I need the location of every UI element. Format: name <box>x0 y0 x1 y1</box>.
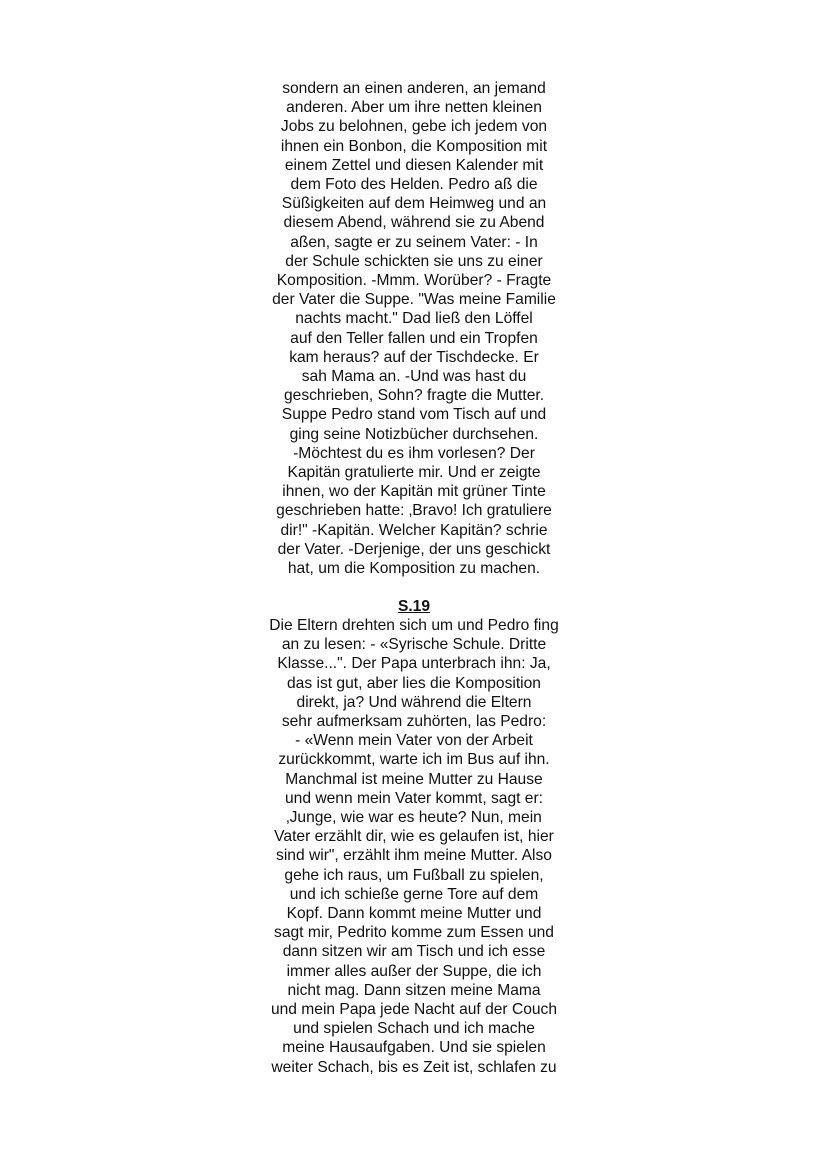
text-line: hat, um die Komposition zu machen. <box>287 560 541 578</box>
text-line: sehr aufmerksam zuhörten, las Pedro: <box>281 713 547 731</box>
text-line: und mein Papa jede Nacht auf der Couch <box>270 1001 558 1019</box>
text-line: Kopf. Dann kommt meine Mutter und <box>286 905 542 923</box>
text-line: -Möchtest du es ihm vorlesen? Der <box>293 444 535 462</box>
text-line: nicht mag. Dann sitzen meine Mama <box>287 981 541 999</box>
text-line: der Vater die Suppe. "Was meine Familie <box>272 291 556 309</box>
text-line: und ich schieße gerne Tore auf dem <box>289 885 539 903</box>
story-text-block-2 <box>244 616 584 1077</box>
section-heading-label: S.19 <box>397 598 431 615</box>
text-line: der Schule schickten sie uns zu einer <box>285 252 543 270</box>
text-line: direkt, ja? Und während die Eltern <box>296 693 532 711</box>
text-line: zurückkommt, warte ich im Bus auf ihn. <box>278 751 550 769</box>
text-line: dem Foto des Helden. Pedro aß die <box>290 176 538 194</box>
text-line: anderen. Aber um ihre netten kleinen <box>286 99 542 117</box>
text-line: meine Hausaufgaben. Und sie spielen <box>282 1039 546 1057</box>
text-line: auf den Teller fallen und ein Tropfen <box>290 329 538 347</box>
text-line: dann sitzen wir am Tisch und ich esse <box>282 943 546 961</box>
text-line: nachts macht." Dad ließ den Löffel <box>295 310 533 328</box>
text-line: immer alles außer der Suppe, die ich <box>286 962 542 980</box>
text-line: einem Zettel und diesen Kalender mit <box>284 156 544 174</box>
text-line: geschrieben, Sohn? fragte die Mutter. <box>283 387 545 405</box>
text-line: sondern an einen anderen, an jemand <box>282 80 546 97</box>
text-line: der Vater. -Derjenige, der uns geschickt <box>277 540 551 558</box>
text-line: ihnen ein Bonbon, die Komposition mit <box>280 137 548 155</box>
section-heading <box>244 597 584 616</box>
text-line: und spielen Schach und ich mache <box>293 1020 535 1038</box>
text-line: und wenn mein Vater kommt, sagt er: <box>285 789 543 807</box>
text-line: Vater erzählt dir, wie es gelaufen ist, hier <box>274 828 554 846</box>
text-line: Komposition. -Mmm. Worüber? - Fragte <box>276 272 552 290</box>
text-line: aßen, sagte er zu seinem Vater: - In <box>290 233 538 251</box>
text-line: gehe ich raus, um Fußball zu spielen, <box>284 866 544 884</box>
text-line: Manchmal ist meine Mutter zu Hause <box>285 770 543 788</box>
text-line: geschrieben hatte: ‚Bravo! Ich gratuliere <box>276 502 552 520</box>
text-line: Suppe Pedro stand vom Tisch auf und <box>281 406 547 424</box>
text-line: dir!" -Kapitän. Welcher Kapitän? schrie <box>280 521 548 539</box>
text-line: sind wir", erzählt ihm meine Mutter. Also <box>276 847 552 865</box>
text-line: ging seine Notizbücher durchsehen. <box>289 425 539 443</box>
text-line: Kapitän gratulierte mir. Und er zeigte <box>287 464 541 482</box>
text-line: ‚Junge, wie war es heute? Nun, mein <box>286 809 542 827</box>
text-line: diesem Abend, während sie zu Abend <box>283 214 545 232</box>
text-line: kam heraus? auf der Tischdecke. Er <box>289 348 539 366</box>
text-line: das ist gut, aber lies die Komposition <box>287 674 541 692</box>
text-line: - «Wenn mein Vater von der Arbeit <box>295 732 533 750</box>
text-line: Süßigkeiten auf dem Heimweg und an <box>281 195 547 213</box>
text-line: an zu lesen: - «Syrische Schule. Dritte <box>281 636 547 654</box>
text-line: sagt mir, Pedrito komme zum Essen und <box>274 924 554 942</box>
text-line: Klasse...". Der Papa unterbrach ihn: Ja, <box>277 655 551 673</box>
text-line: weiter Schach, bis es Zeit ist, schlafen zu <box>271 1058 557 1076</box>
story-text-block-1 <box>244 79 584 578</box>
text-line: Jobs zu belohnen, gebe ich jedem von <box>280 118 548 136</box>
text-line: ihnen, wo der Kapitän mit grüner Tinte <box>282 483 546 501</box>
text-line: sah Mama an. -Und was hast du <box>301 368 527 386</box>
text-line: Die Eltern drehten sich um und Pedro fing <box>269 617 559 634</box>
